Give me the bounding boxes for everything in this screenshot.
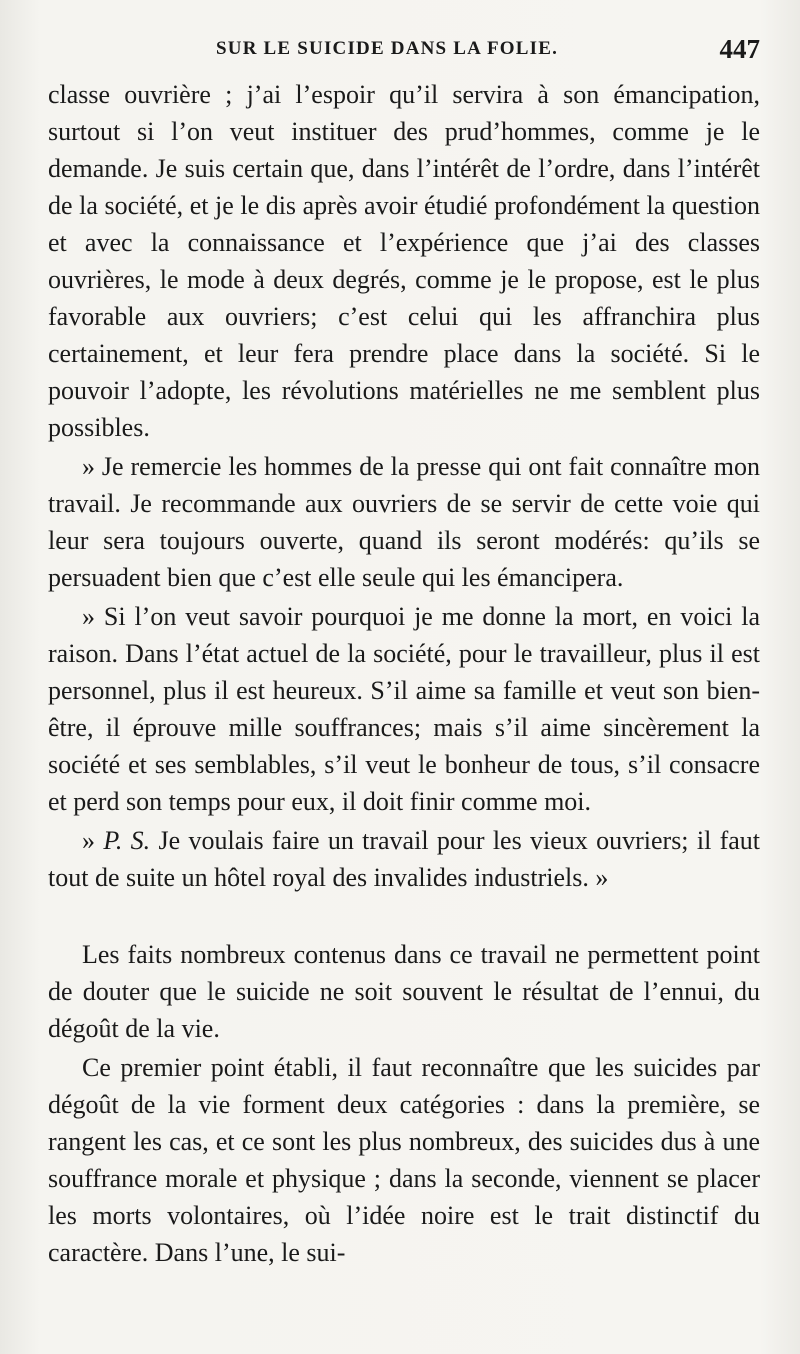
paragraph-reason-for-death: » Si l’on veut savoir pourquoi je me donne la mort, en voici la raison. Dans l’état actuel de la société, pour le travailleur, plus il est personnel, plus il est heureux. S’il aime sa famille et veut son bien-être, il éprouve mille souffrances; mais s’il aime sincèrement la société et ses semblables, s’il veut le bonheur de tous, s’il consacre et perd son temps pour eux, il doit finir comme moi. bbox=[48, 602, 760, 816]
page-number: 447 bbox=[719, 34, 760, 64]
postscript-prefix: » bbox=[82, 826, 104, 855]
postscript-text: Je voulais faire un travail pour les vieux ouvriers; il faut tout de suite un hôtel royal des invalides industriels. » bbox=[48, 826, 761, 892]
body-text bbox=[48, 76, 760, 1271]
running-title: SUR LE SUICIDE DANS LA FOLIE. bbox=[216, 38, 559, 59]
postscript-label: P. S. bbox=[103, 826, 151, 855]
paragraph-press-thanks: » Je remercie les hommes de la presse qui ont fait connaître mon travail. Je recommande aux ouvriers de se servir de cette voie qui leur sera toujours ouverte, quand ils seront modérés: qu’ils se persuadent bien que c’est elle seule qui les émancipera. bbox=[48, 452, 760, 592]
paragraph-postscript bbox=[48, 822, 760, 896]
running-head bbox=[0, 34, 800, 68]
paragraph-two-categories: Ce premier point établi, il faut reconnaître que les suicides par dégoût de la vie forment deux catégories : dans la première, se rangent les cas, et ce sont les plus nombreux, des suicides dus à une souffrance morale et physique ; dans la seconde, viennent se placer les morts volontaires, où l’idée noire est le trait distinctif du caractère. Dans l’une, le sui- bbox=[48, 1053, 760, 1267]
paragraph-conclusion-ennui: Les faits nombreux contenus dans ce travail ne permettent point de douter que le suicide ne soit souvent le résultat de l’ennui, du dégoût de la vie. bbox=[48, 940, 760, 1043]
paragraph-letter-continuation: classe ouvrière ; j’ai l’espoir qu’il servira à son émancipation, surtout si l’on veut instituer des prud’hommes, comme je le demande. Je suis certain que, dans l’intérêt de l’ordre, dans l’intérêt de la société, et je le dis après avoir étudié profondément la question et avec la connaissance et l’expérience que j’ai des classes ouvrières, le mode à deux degrés, comme je le propose, est le plus favorable aux ouvriers; c’est celui qui les affranchira plus certainement, et leur fera prendre place dans la société. Si le pouvoir l’adopte, les révolutions matérielles ne me semblent plus possibles. bbox=[48, 80, 760, 442]
